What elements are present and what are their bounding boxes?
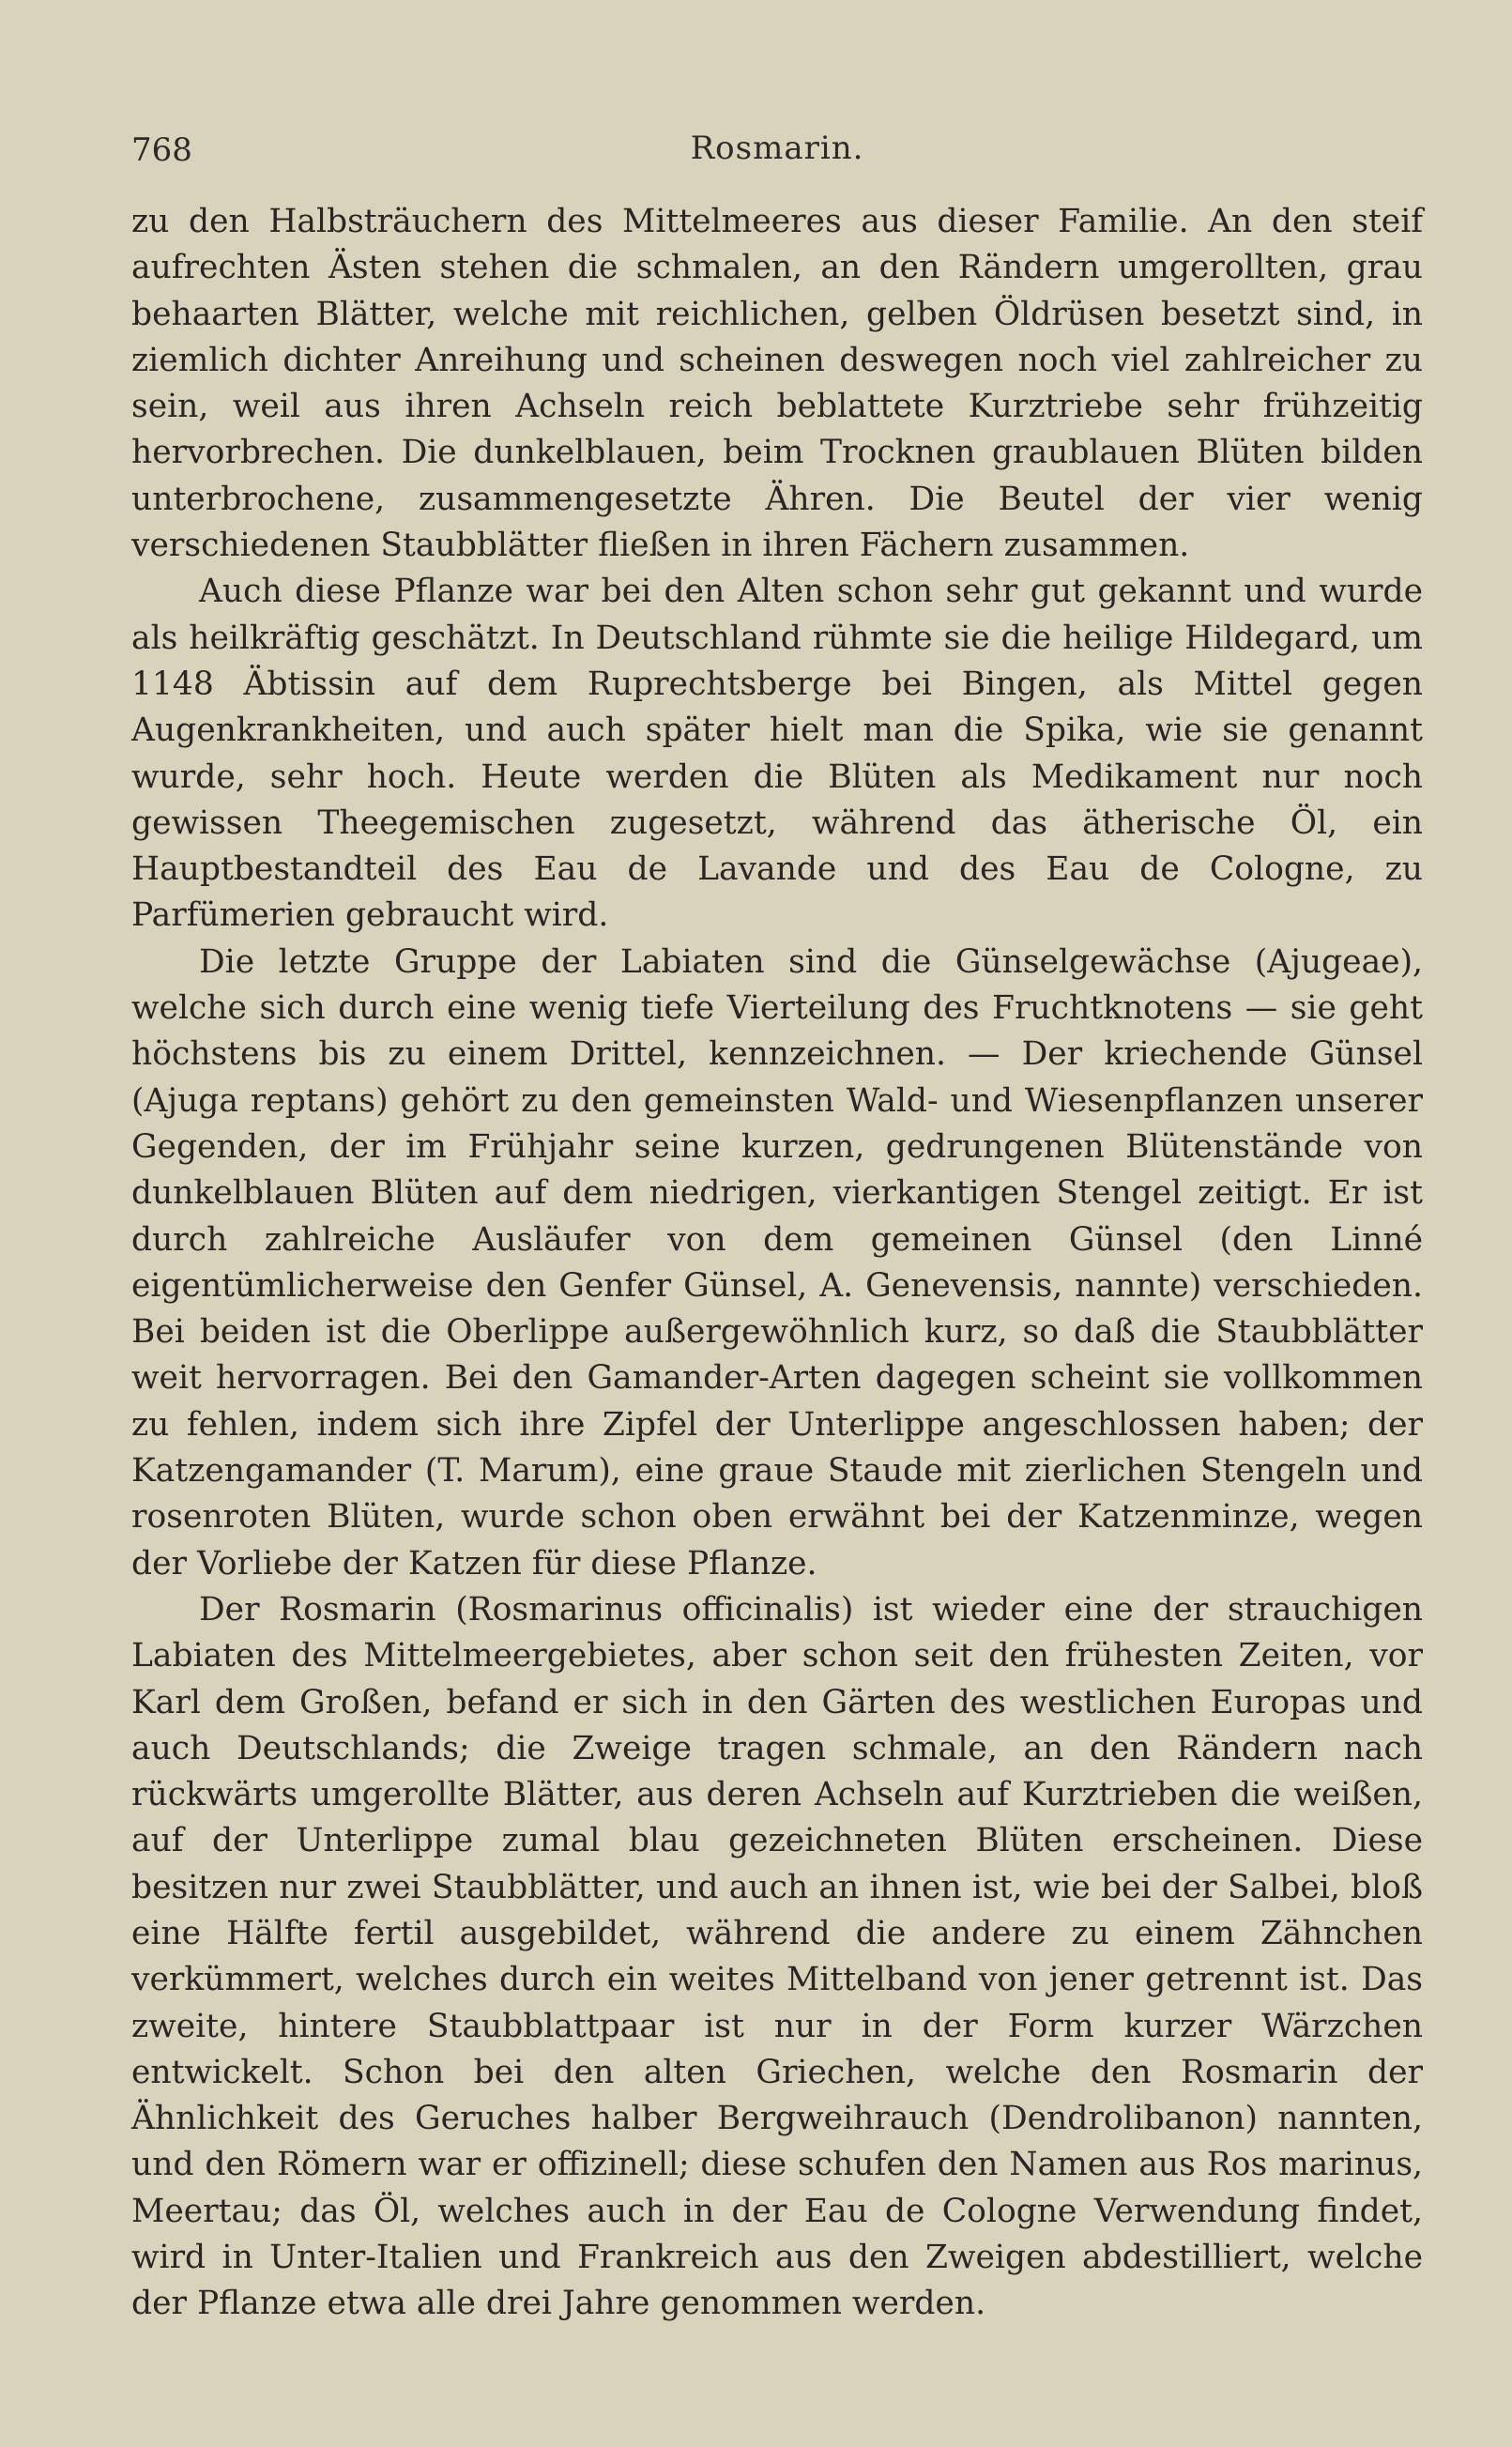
paragraph: Die letzte Gruppe der Labiaten sind die Günselgewächse (Ajugeae), welche sich durch eine wenig tiefe Vierteilung des Fruchtknotens — sie geht höchstens bis zu einem Drittel, kennzeichnen. — Der kriechende Günsel (Ajuga reptans) gehört zu den gemeinsten Wald- und Wiesenpflanzen unserer Gegenden, der im Frühjahr seine kurzen, gedrungenen Blütenstände von dunkelblauen Blüten auf dem niedrigen, vierkantigen Stengel zeitigt. Er ist durch zahlreiche Ausläufer von dem gemeinen Günsel (den Linné eigentümlicherweise den Genfer Günsel, A. Genevensis, nannte) verschieden. Bei beiden ist die Oberlippe außergewöhnlich kurz, so daß die Staubblätter weit hervorragen. Bei den Gamander-Arten dagegen scheint sie vollkommen zu fehlen, indem sich ihre Zipfel der Unterlippe angeschlossen haben; der Katzengamander (T. Marum), eine graue Staude mit zierlichen Stengeln und rosenroten Blüten, wurde schon oben erwähnt bei der Katzenminze, wegen der Vorliebe der Katzen für diese Pflanze. xyxy=(131,942,1423,1583)
body-text xyxy=(131,199,1423,2328)
page-header xyxy=(131,120,1423,171)
paragraph: zu den Halbsträuchern des Mittelmeeres aus dieser Familie. An den steif aufrechten Ästen stehen die schmalen, an den Rändern umgerollten, grau behaarten Blätter, welche mit reichlichen, gelben Öldrüsen besetzt sind, in ziemlich dichter Anreihung und scheinen deswegen noch viel zahlreicher zu sein, weil aus ihren Achseln reich beblattete Kurztriebe sehr frühzeitig hervorbrechen. Die dunkelblauen, beim Trocknen graublauen Blüten bilden unterbrochene, zusammengesetzte Ähren. Die Beutel der vier wenig verschiedenen Staubblätter fließen in ihren Fächern zusammen. xyxy=(131,203,1423,565)
paragraph: Der Rosmarin (Rosmarinus officinalis) ist wieder eine der strauchigen Labiaten des Mittelmeergebietes, aber schon seit den frühesten Zeiten, vor Karl dem Großen, befand er sich in den Gärten des westlichen Europas und auch Deutschlands; die Zweige tragen schmale, an den Rändern nach rückwärts umgerollte Blätter, aus deren Achseln auf Kurztrieben die weißen, auf der Unterlippe zumal blau gezeichneten Blüten erscheinen. Diese besitzen nur zwei Staubblätter, und auch an ihnen ist, wie bei der Salbei, bloß eine Hälfte fertil ausgebildet, während die andere zu einem Zähnchen verkümmert, welches durch ein weites Mittelband von jener getrennt ist. Das zweite, hintere Staubblattpaar ist nur in der Form kurzer Wärzchen entwickelt. Schon bei den alten Griechen, welche den Rosmarin der Ähnlichkeit des Geruches halber Bergweihrauch (Dendrolibanon) nannten, und den Römern war er offizinell; diese schufen den Namen aus Ros marinus, Meertau; das Öl, welches auch in der Eau de Cologne Verwendung findet, wird in Unter-Italien und Frankreich aus den Zweigen abdestilliert, welche der Pflanze etwa alle drei Jahre genommen werden. xyxy=(131,1590,1423,2323)
page-number: 768 xyxy=(131,131,192,169)
paragraph: Auch diese Pflanze war bei den Alten schon sehr gut gekannt und wurde als heilkräftig geschätzt. In Deutschland rühmte sie die heilige Hildegard, um 1148 Äbtissin auf dem Ruprechtsberge bei Bingen, als Mittel gegen Augenkrankheiten, und auch später hielt man die Spika, wie sie genannt wurde, sehr hoch. Heute werden die Blüten als Medikament nur noch gewissen Theegemischen zugesetzt, während das ätherische Öl, ein Hauptbestandteil des Eau de Lavande und des Eau de Cologne, zu Parfümerien gebraucht wird. xyxy=(131,573,1423,935)
running-title: Rosmarin. xyxy=(690,130,864,167)
